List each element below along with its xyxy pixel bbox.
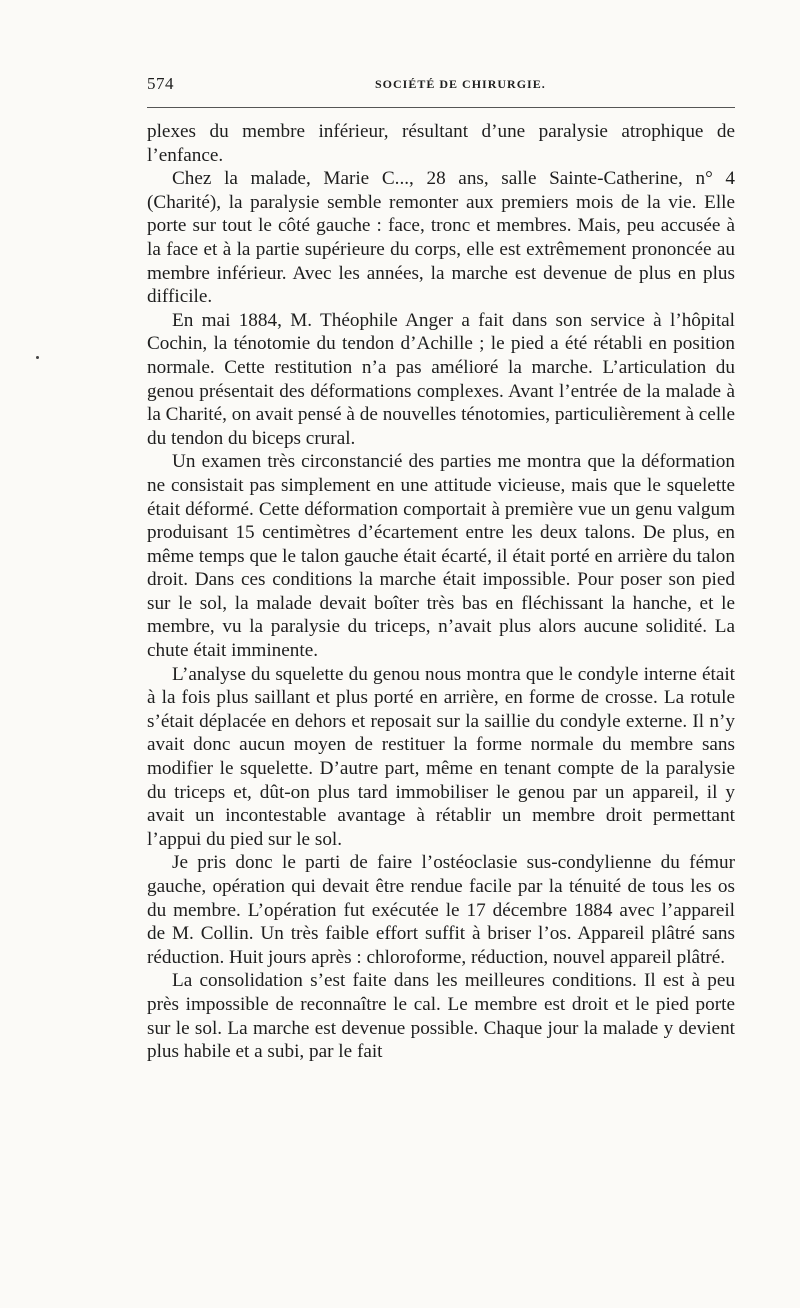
paragraph: Chez la malade, Marie C..., 28 ans, salle Sainte-Catherine, n° 4 (Charité), la paralysie semble remonter aux premiers mois de la vie. Elle porte sur tout le côté gauche : face, tronc et membres. Mais, peu accusée à la face et à la partie supérieure du corps, elle est extrêmement prononcée au membre inférieur. Avec les années, la marche est devenue de plus en plus difficile. [147,168,735,308]
margin-mark [36,356,39,359]
paragraph: plexes du membre inférieur, résultant d’une paralysie atrophique de l’enfance. [147,121,735,166]
paragraph: Un examen très circonstancié des parties me montra que la déformation ne consistait pas simplement en une attitude vicieuse, mais que le squelette était déformé. Cette déformation comportait à première vue un genu valgum produisant 15 centimètres d’écartement entre les deux talons. De plus, en même temps que le talon gauche était écarté, il était porté en arrière du talon droit. Dans ces conditions la marche était impossible. Pour poser son pied sur le sol, la malade devait boîter très bas en fléchissant la hanche, et le membre, vu la paralysie du triceps, n’avait plus alors aucune solidité. La chute était imminente. [147,451,735,662]
journal-title: SOCIÉTÉ DE CHIRURGIE. [375,77,546,91]
header-rule [147,107,735,108]
page-number: 574 [147,74,174,93]
paragraph: Je pris donc le parti de faire l’ostéoclasie sus-condylienne du fémur gauche, opération qui devait être rendue facile par la ténuité de tous les os du membre. L’opération fut exécutée le 17 décembre 1884 avec l’appareil de M. Collin. Un très faible effort suffit à briser l’os. Appareil plâtré sans réduction. Huit jours après : chloroforme, réduction, nouvel appareil plâtré. [147,852,735,968]
paragraph: En mai 1884, M. Théophile Anger a fait dans son service à l’hôpital Cochin, la ténotomie du tendon d’Achille ; le pied a été rétabli en position normale. Cette restitution n’a pas amélioré la marche. L’articulation du genou présentait des déformations complexes. Avant l’entrée de la malade à la Charité, on avait pensé à de nouvelles ténotomies, particulièrement à celle du tendon du biceps crural. [147,309,735,449]
running-head [147,74,735,98]
body-text [147,120,735,1064]
paragraph: L’analyse du squelette du genou nous montra que le condyle interne était à la fois plus saillant et plus porté en arrière, en forme de crosse. La rotule s’était déplacée en dehors et reposait sur la saillie du condyle externe. Il n’y avait donc aucun moyen de restituer la forme normale du membre sans modifier le squelette. D’autre part, même en tenant compte de la paralysie du triceps et, dût-on plus tard immobiliser le genou par un appareil, il y avait un incontestable avantage à rétablir un membre droit permettant l’appui du pied sur le sol. [147,663,735,850]
paragraph: La consolidation s’est faite dans les meilleures conditions. Il est à peu près impossible de reconnaître le cal. Le membre est droit et le pied porte sur le sol. La marche est devenue possible. Chaque jour la malade y devient plus habile et a subi, par le fait [147,970,735,1063]
